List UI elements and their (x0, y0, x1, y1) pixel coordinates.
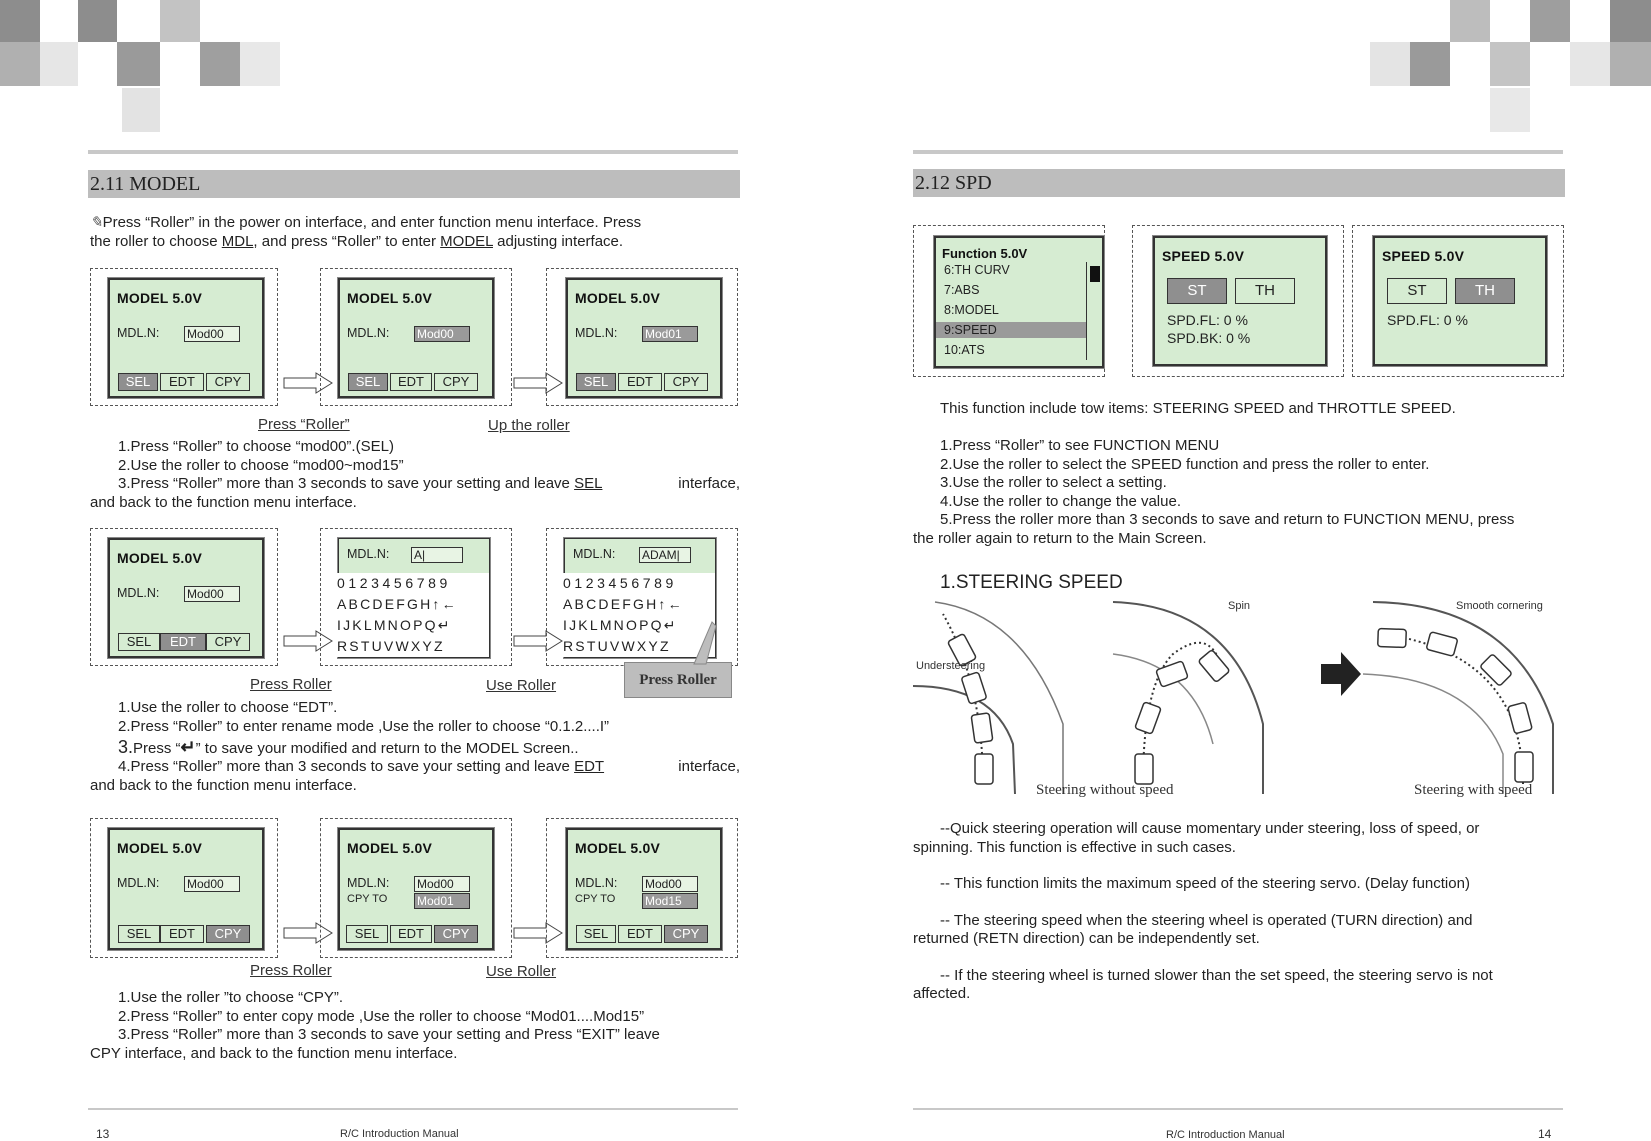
label-understeering: Understeering (916, 660, 986, 672)
lcd-title: MODEL 5.0V (117, 840, 202, 856)
kbd-row: IJKLMNOPQ↵ (337, 617, 452, 633)
model-screen-2 (338, 278, 494, 398)
steps-block-2: 1.Use the roller to choose “EDT”. 2.Press “Roller” to enter rename mode ,Use the roller to choose “0.1.2....I” 3.Press “↵” to save your modified and return to the MODEL Screen.. 4.Press “Roller” more than 3 seconds to save your setting and leave EDT interface, and back to the function menu interface. (90, 699, 740, 794)
note-line: affected. (913, 985, 971, 1002)
step-line: and back to the function menu interface. (90, 776, 357, 794)
kbd-row: 0123456789 (563, 575, 677, 591)
sel-button[interactable]: SEL (118, 373, 158, 391)
lcd-title: MODEL 5.0V (117, 550, 202, 566)
mdl-label: MDL.N: (117, 586, 160, 600)
kbd-row: IJKLMNOPQ↵ (563, 617, 678, 633)
steps-block-1: 1.Press “Roller” to choose “mod00”.(SEL) 2.Use the roller to choose “mod00~mod15” 3.Press “Roller” more than 3 seconds to save your setting and leave SEL interface, and back to the function menu interface. (90, 438, 740, 511)
caption-up-roller: Up the roller (488, 417, 570, 434)
lcd-title: SPEED 5.0V (1162, 248, 1245, 264)
sel-button[interactable]: SEL (118, 925, 160, 943)
mdl-value: Mod00 (184, 876, 240, 892)
note-line: returned (RETN direction) can be independently set. (913, 930, 1260, 947)
section-title-spd: 2.12 SPD (913, 169, 1565, 197)
step-line: 1.Use the roller to choose “EDT”. (118, 699, 338, 716)
step-line: 3.Press “Roller” more than 3 seconds to save your setting and Press “EXIT” leave (118, 1026, 660, 1043)
model-screen-edt (108, 538, 264, 658)
lcd-title: SPEED 5.0V (1382, 248, 1465, 264)
caption-use-roller-3: Use Roller (486, 963, 557, 980)
cpy-button[interactable]: CPY (434, 925, 478, 943)
model-screen-3 (566, 278, 722, 398)
function-menu-screen (934, 236, 1104, 368)
mdl-label: MDL.N: (117, 876, 160, 890)
rename-screen-1 (338, 538, 490, 658)
bottom-rule-left (88, 1108, 738, 1110)
mdl-value: Mod00 (414, 876, 470, 892)
menu-item[interactable]: 7:ABS (944, 283, 980, 297)
step-line: 2.Press “Roller” to enter copy mode ,Use the roller to choose “Mod01....Mod15” (118, 1007, 645, 1025)
keyboard-grid (337, 573, 489, 657)
note-line: --Quick steering operation will cause momentary under steering, loss of speed, or (940, 820, 1480, 837)
model-screen-cpy-2 (338, 828, 494, 950)
edt-button[interactable]: EDT (160, 373, 204, 391)
mdl-label: MDL.N: (575, 326, 618, 340)
model-screen-cpy-3 (566, 828, 722, 950)
spd-bk: SPD.BK: 0 % (1167, 330, 1251, 346)
caption-press-roller-2: Press Roller (250, 676, 332, 693)
label-without-speed: Steering without speed (1036, 782, 1174, 798)
note-line: spinning. This function is effective in such cases. (913, 838, 1236, 856)
spd-intro: This function include tow items: STEERING SPEED and THROTTLE SPEED. (940, 400, 1456, 417)
step-line: 2.Press “Roller” to enter rename mode ,Use the roller to choose “0.1.2....I” (118, 717, 610, 735)
step-line: the roller again to return to the Main Screen. (913, 529, 1207, 547)
steps-block-3 (90, 989, 740, 1063)
footer-left: R/C Introduction Manual (340, 1128, 459, 1140)
cpy-button[interactable]: CPY (206, 373, 250, 391)
lcd-title: Function 5.0V (942, 246, 1028, 261)
mdl-value: ADAM| (639, 547, 691, 563)
edt-button[interactable]: EDT (160, 925, 204, 943)
press-roller-callout: Press Roller (624, 662, 732, 698)
label-spin: Spin (1228, 600, 1251, 612)
kbd-row: ABCDEFGH↑← (563, 596, 684, 612)
mdl-value: Mod01 (642, 326, 698, 342)
edt-button[interactable]: EDT (618, 925, 662, 943)
spd-fl: SPD.FL: 0 % (1167, 312, 1248, 328)
sel-button[interactable]: SEL (348, 373, 388, 391)
edt-button[interactable]: EDT (390, 925, 432, 943)
mdl-value: Mod00 (642, 876, 698, 892)
intro-paragraph: ✎Press “Roller” in the power on interface, and enter function menu interface. Press the roller to choose MDL, and press “Roller” to enter MODEL adjusting interface. (90, 214, 642, 250)
mdl-label: MDL.N: (117, 326, 160, 340)
cpy-to-label: CPY TO (575, 893, 616, 905)
step-line: 5.Press the roller more than 3 seconds to save and return to FUNCTION MENU, press (940, 511, 1515, 528)
label-smooth: Smooth cornering (1456, 600, 1543, 612)
cpy-to-value: Mod15 (642, 893, 698, 909)
edt-button[interactable]: EDT (160, 633, 206, 651)
sel-button[interactable]: SEL (118, 633, 160, 651)
caption-press-roller-3: Press Roller (250, 962, 332, 979)
mdl-label: MDL.N: (347, 326, 390, 340)
cpy-button[interactable]: CPY (206, 925, 250, 943)
mdl-label: MDL.N: (347, 547, 390, 561)
mdl-value: Mod00 (184, 586, 240, 602)
cpy-button[interactable]: CPY (434, 373, 478, 391)
callout-pointer (690, 620, 720, 666)
cpy-to-value: Mod01 (414, 893, 470, 909)
mdl-label: MDL.N: (573, 547, 616, 561)
note-line: -- This function limits the maximum speed of the steering servo. (Delay function) (940, 875, 1470, 892)
kbd-row: ABCDEFGH↑← (337, 596, 458, 612)
kbd-row: RSTUVWXYZ (337, 638, 445, 654)
step-line: 2.Use the roller to select the SPEED function and press the roller to enter. (940, 455, 1430, 473)
lcd-title: MODEL 5.0V (575, 290, 660, 306)
mdl-value: Mod00 (414, 326, 470, 342)
page-number-right: 14 (1538, 1127, 1552, 1141)
spd-fl: SPD.FL: 0 % (1387, 312, 1468, 328)
cpy-button[interactable]: CPY (664, 925, 708, 943)
scrollbar-thumb[interactable] (1090, 266, 1100, 282)
scrollbar[interactable] (1086, 262, 1101, 360)
model-screen-cpy-1 (108, 828, 264, 950)
step-line: 1.Press “Roller” to choose “mod00”.(SEL) (118, 438, 394, 455)
lcd-title: MODEL 5.0V (347, 290, 432, 306)
section-title-model: 2.11 MODEL (88, 170, 740, 198)
footer-right: R/C Introduction Manual (1166, 1129, 1285, 1141)
sel-button[interactable]: SEL (576, 373, 616, 391)
edt-button[interactable]: EDT (390, 373, 432, 391)
label-with-speed: Steering with speed (1414, 782, 1533, 798)
bottom-rule-right (913, 1108, 1563, 1110)
spd-steps (913, 437, 1563, 548)
steering-illustration (913, 594, 1563, 804)
step-line: and back to the function menu interface. (90, 493, 357, 511)
mdl-value: A| (411, 547, 463, 563)
cpy-button[interactable]: CPY (664, 373, 708, 391)
pencil-icon: ✎ (90, 214, 103, 231)
mdl-value: Mod00 (184, 326, 240, 342)
lcd-title: MODEL 5.0V (117, 290, 202, 306)
mdl-label: MDL.N: (347, 876, 390, 890)
mdl-label: MDL.N: (575, 876, 618, 890)
cpy-to-label: CPY TO (347, 893, 388, 905)
caption-use-roller-2: Use Roller (486, 677, 557, 694)
speed-screen-st (1153, 236, 1327, 366)
st-tab[interactable]: ST (1387, 278, 1447, 304)
step-line: CPY interface, and back to the function menu interface. (90, 1044, 458, 1062)
th-tab[interactable]: TH (1235, 278, 1295, 304)
step-line: 2.Use the roller to choose “mod00~mod15” (118, 456, 404, 474)
menu-item-selected[interactable]: 9:SPEED (936, 322, 1086, 338)
lcd-title: MODEL 5.0V (575, 840, 660, 856)
caption-press-roller: Press “Roller” (258, 416, 350, 433)
cpy-button[interactable]: CPY (206, 633, 250, 651)
top-rule-left (88, 150, 738, 154)
lcd-title: MODEL 5.0V (347, 840, 432, 856)
spd-notes (913, 820, 1563, 1004)
th-tab[interactable]: TH (1455, 278, 1515, 304)
sel-button[interactable]: SEL (576, 925, 616, 943)
kbd-row: RSTUVWXYZ (563, 638, 671, 654)
note-line: -- The steering speed when the steering wheel is operated (TURN direction) and (940, 911, 1473, 929)
step-line: 3.Use the roller to select a setting. (940, 474, 1167, 491)
step-line: 1.Use the roller ”to choose “CPY”. (118, 989, 344, 1006)
menu-item[interactable]: 6:TH CURV (944, 263, 1010, 277)
model-screen-1 (108, 278, 264, 398)
kbd-row: 0123456789 (337, 575, 451, 591)
steering-speed-heading: 1.STEERING SPEED (940, 572, 1123, 593)
edt-button[interactable]: EDT (618, 373, 662, 391)
menu-item[interactable]: 10:ATS (944, 343, 985, 357)
step-line: 1.Press “Roller” to see FUNCTION MENU (940, 437, 1220, 454)
enter-key-icon: ↵ (180, 737, 196, 757)
note-line: -- If the steering wheel is turned slower than the set speed, the steering servo is not (940, 966, 1493, 984)
menu-item[interactable]: 8:MODEL (944, 303, 999, 317)
sel-button[interactable]: SEL (346, 925, 388, 943)
page-number-left: 13 (96, 1127, 110, 1141)
step-line: 4.Use the roller to change the value. (940, 492, 1181, 510)
st-tab[interactable]: ST (1167, 278, 1227, 304)
top-rule-right (913, 150, 1563, 154)
speed-screen-th (1373, 236, 1547, 366)
